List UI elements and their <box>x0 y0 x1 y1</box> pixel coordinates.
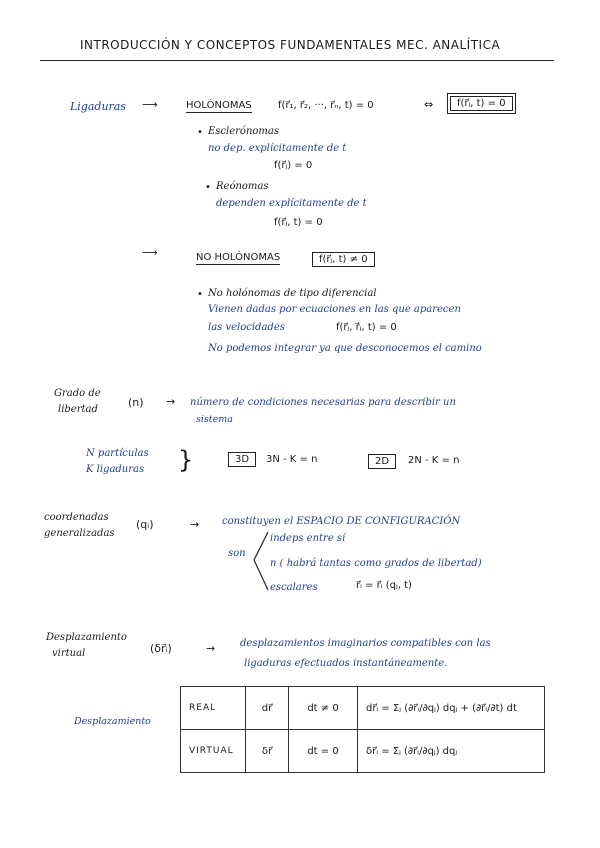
coordenadas-arrow: → <box>190 518 200 531</box>
son-label: son <box>228 548 246 559</box>
holonomas-equation: f(r⃗₁, r⃗₂, ···, r⃗ₙ, t) = 0 <box>278 100 374 111</box>
son-item-3a: escalares <box>270 582 318 593</box>
son-item-1: indeps entre sí <box>270 533 346 544</box>
equation-2d: 2N - K = n <box>408 455 460 466</box>
coordenadas-symbol: (qᵢ) <box>136 518 154 531</box>
son-item-2: n ( habrá tantas como grados de libertad) <box>270 558 482 569</box>
bullet: • <box>197 127 203 138</box>
page-title: INTRODUCCIÓN Y CONCEPTOS FUNDAMENTALES MEC. ANALÍTICA <box>80 38 501 52</box>
row-equation: dr⃗ᵢ = Σⱼ (∂r⃗ᵢ/∂qⱼ) dqⱼ + (∂r⃗ᵢ/∂t) dt <box>358 687 545 730</box>
row-symbol: dr⃗ <box>246 687 289 730</box>
row-type: VIRTUAL <box>181 730 246 773</box>
no-holonomas-label: NO HOLÓNOMAS <box>196 252 281 263</box>
no-holonomas-bullet-text: No holónomas de tipo diferencial <box>208 288 377 299</box>
row-condition: dt = 0 <box>289 730 358 773</box>
table-row <box>181 687 545 730</box>
no-holonomas-boxed-equation: f(r⃗ⱼ, t) ≠ 0 <box>312 252 375 267</box>
grados-definition-1: número de condiciones necesarias para describir un <box>190 397 456 408</box>
reonomas-equation: f(r⃗ⱼ, t) = 0 <box>274 217 323 228</box>
son-item-3b: r⃗ᵢ = r⃗ᵢ (qⱼ, t) <box>356 580 412 591</box>
ligaduras-label: Ligaduras <box>70 100 127 113</box>
no-holonomas-line-2b: f(r⃗ⱼ, ṙ⃗ⱼ, t) = 0 <box>336 322 397 333</box>
displacement-table <box>180 686 545 773</box>
bullet: • <box>197 289 203 300</box>
n-particulas: N partículas <box>86 448 149 459</box>
son-bracket <box>250 528 272 594</box>
coordenadas-label-1: coordenadas <box>44 512 109 523</box>
desplazamiento-label-2: virtual <box>52 648 86 659</box>
desplazamiento-definition-1: desplazamientos imaginarios compatibles con las <box>240 638 491 649</box>
escleronomas-label: Esclerónomas <box>208 126 279 137</box>
row-type: REAL <box>181 687 246 730</box>
desplazamiento-symbol: (δr⃗ᵢ) <box>150 642 172 655</box>
row-condition: dt ≠ 0 <box>289 687 358 730</box>
table-row <box>181 730 545 773</box>
table-side-label: Desplazamiento <box>74 716 151 727</box>
escleronomas-equation: f(r⃗ⱼ) = 0 <box>274 160 313 171</box>
grados-definition-2: sistema <box>196 414 233 425</box>
brace: } <box>178 446 194 474</box>
no-holonomas-arrow: ⟶ <box>142 246 158 259</box>
row-symbol: δr⃗ <box>246 730 289 773</box>
box-3d: 3D <box>228 452 256 467</box>
desplazamiento-definition-2: ligaduras efectuados instantáneamente. <box>244 658 448 669</box>
holonomas-boxed-equation: f(r⃗ⱼ, t) = 0 <box>450 96 513 111</box>
title-rule <box>40 60 554 61</box>
coordenadas-definition: constituyen el ESPACIO DE CONFIGURACIÓN <box>222 516 461 527</box>
box-2d: 2D <box>368 454 396 469</box>
desplazamiento-label-1: Desplazamiento <box>46 632 127 643</box>
desplazamiento-arrow: → <box>206 642 216 655</box>
grados-label-2: libertad <box>58 404 98 415</box>
coordenadas-label-2: generalizadas <box>44 528 115 539</box>
reonomas-label: Reónomas <box>216 181 269 192</box>
reonomas-description: dependen explícitamente de t <box>216 198 367 209</box>
no-holonomas-line-1: Vienen dadas por ecuaciones en las que aparecen <box>208 304 461 315</box>
bullet: • <box>205 182 211 193</box>
ligaduras-arrow: ⟶ <box>142 98 158 111</box>
grados-label-1: Grado de <box>54 388 101 399</box>
equivalence-symbol: ⇔ <box>424 98 434 111</box>
equation-3d: 3N - K = n <box>266 454 318 465</box>
holonomas-label: HOLÓNOMAS <box>186 100 252 111</box>
grados-arrow: → <box>166 395 176 408</box>
no-holonomas-line-2a: las velocidades <box>208 322 285 333</box>
escleronomas-description: no dep. explícitamente de t <box>208 143 347 154</box>
grados-symbol: (n) <box>128 396 144 409</box>
k-ligaduras: K ligaduras <box>86 464 145 475</box>
no-holonomas-line-3: No podemos integrar ya que desconocemos el camino <box>208 343 482 354</box>
row-equation: δr⃗ᵢ = Σⱼ (∂r⃗ᵢ/∂qⱼ) dqⱼ <box>358 730 545 773</box>
